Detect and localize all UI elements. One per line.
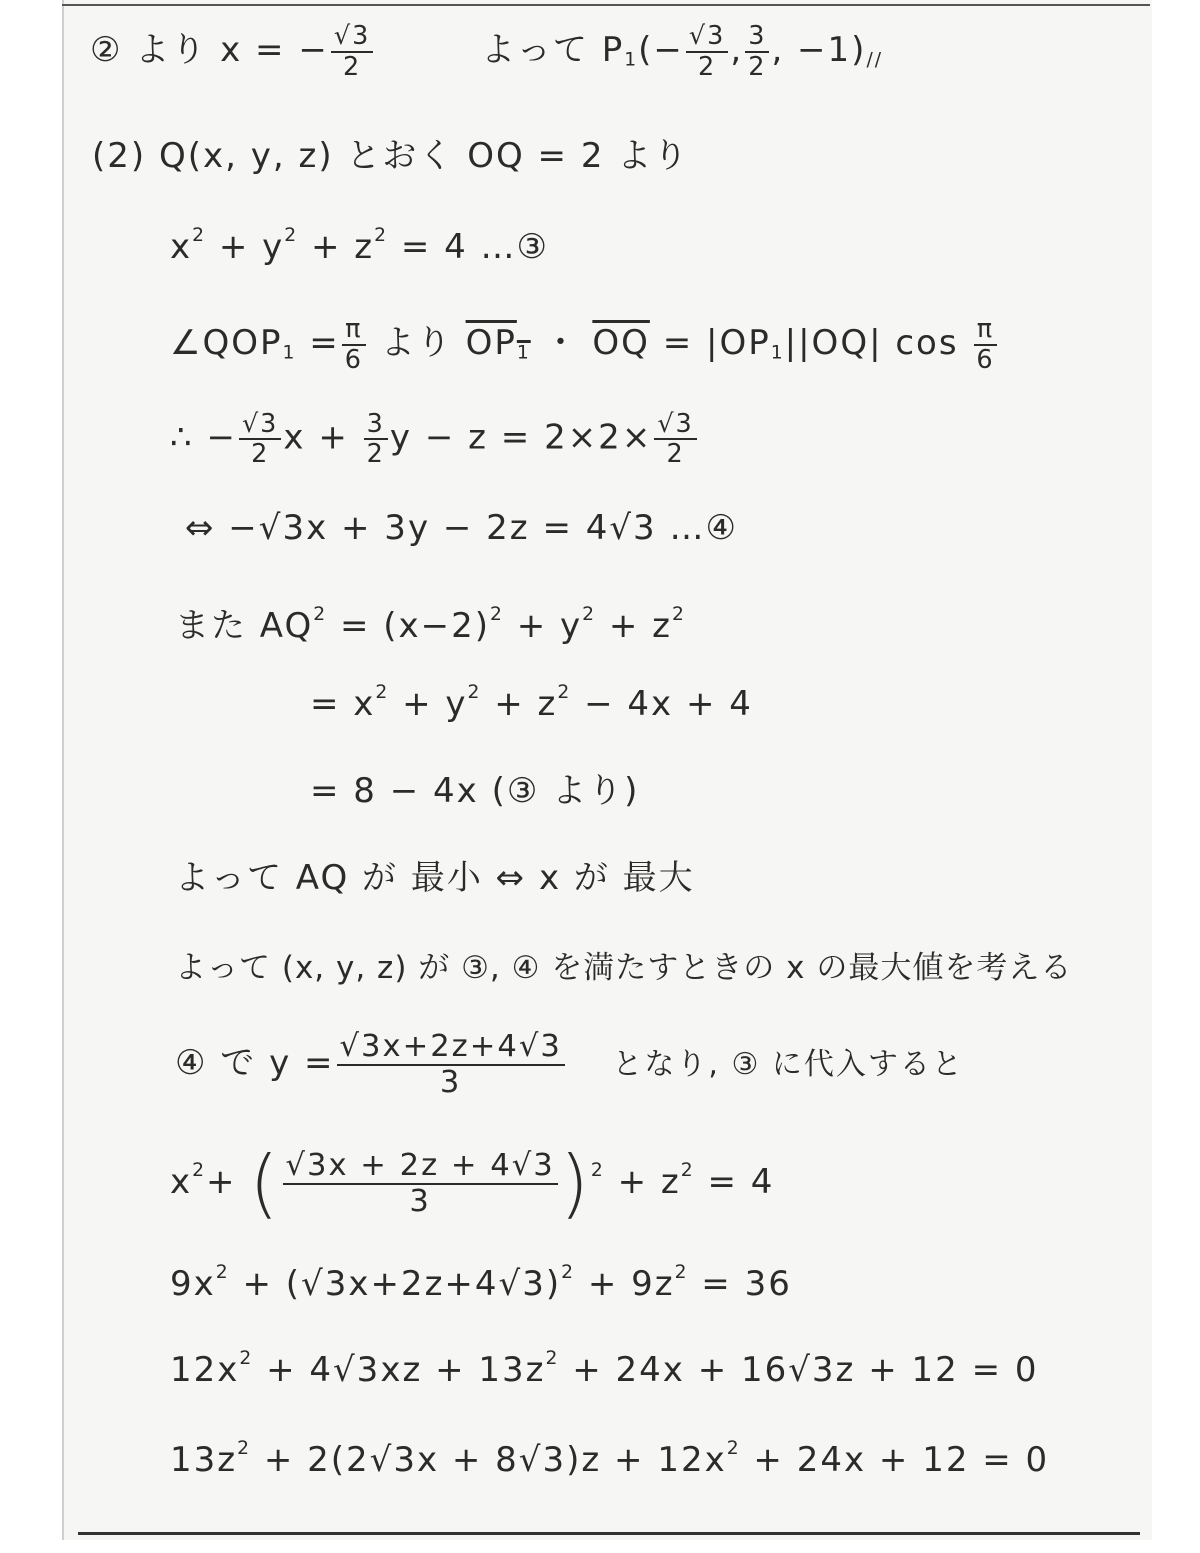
close-paren: ) <box>559 1140 591 1227</box>
exponent: 2 <box>590 1160 605 1182</box>
fraction <box>654 410 696 468</box>
line-minimum-condition <box>175 850 695 899</box>
text: y − z = 2×2× <box>389 417 653 458</box>
exponent: 2 <box>674 1262 689 1283</box>
exponent: 2 <box>557 682 572 703</box>
text: ||OQ| cos <box>784 323 959 363</box>
text: |OP <box>706 323 771 363</box>
numerator: √3 <box>654 410 696 440</box>
text: x + <box>283 417 349 458</box>
numerator: π <box>342 315 365 345</box>
text: + z <box>310 226 375 267</box>
vector: $\overline{OQ}$ <box>592 323 650 363</box>
text: より <box>380 323 453 363</box>
text: ② より <box>90 30 208 70</box>
text: + z <box>617 1162 681 1202</box>
line-aq-expanded <box>310 682 753 724</box>
exponent: 2 <box>467 682 482 703</box>
line-maximum-strategy <box>175 942 1072 987</box>
exponent: 2 <box>375 682 390 703</box>
denominator: 2 <box>366 439 385 470</box>
line-solve-y <box>175 1030 964 1099</box>
exponent: 2 <box>192 225 207 246</box>
text: = 4 …③ <box>400 226 550 267</box>
text: = 4 <box>707 1162 775 1202</box>
text: + z <box>608 606 672 646</box>
text: = 8 − 4x (③ より) <box>310 771 640 811</box>
text: = 36 <box>701 1263 792 1304</box>
exponent: 2 <box>545 1348 560 1369</box>
text: , −1) <box>771 30 867 70</box>
text: + (√3x+2z+4√3) <box>242 1263 562 1304</box>
numerator: 3 <box>364 410 388 440</box>
text: ⇔ −√3x + 3y − 2z = 4√3 …④ <box>185 508 738 548</box>
line-multiply-9 <box>170 1262 792 1304</box>
exponent: 2 <box>215 1262 230 1283</box>
line-solution-x: ② より x = − $\frac{√3}{2}$ よって $P_1(-$ $\frac{√3}{2}$ , $\frac{3}{2}$ , $-1)_{//}$ <box>90 21 884 82</box>
fraction <box>239 410 281 468</box>
text: = x <box>310 683 376 724</box>
text: x <box>170 226 193 267</box>
line-expanded-quadratic <box>170 1348 1039 1390</box>
fraction <box>331 22 373 80</box>
text: = <box>662 323 694 363</box>
text: x <box>170 1162 193 1202</box>
text: 12x <box>170 1349 240 1390</box>
text: + 2(2√3x + 8√3)z + 12x <box>263 1439 727 1480</box>
top-border <box>62 4 1150 6</box>
exponent: 2 <box>237 1438 252 1459</box>
exponent: 2 <box>680 1160 695 1182</box>
text: 13z <box>170 1439 238 1480</box>
exponent: 2 <box>582 604 597 626</box>
numerator: 3 <box>745 22 769 52</box>
exponent: 2 <box>192 1160 207 1182</box>
fraction <box>686 22 728 80</box>
line-dot-product <box>170 410 699 468</box>
text: x = − <box>220 30 329 70</box>
line-equation-3 <box>170 225 549 267</box>
numerator: √3 <box>686 22 728 52</box>
exponent: 2 <box>313 604 328 626</box>
text: ・ <box>543 323 580 363</box>
subscript: 1 <box>516 342 531 364</box>
line-part-2-intro <box>92 128 689 177</box>
text: + 24x + 12 = 0 <box>753 1439 1050 1480</box>
text: + 4√3xz + 13z <box>266 1349 546 1390</box>
denominator: 2 <box>698 51 717 82</box>
fraction <box>337 1030 565 1099</box>
text: + y <box>402 683 468 724</box>
text: よって (x, y, z) が ③, ④ を満たすときの x の最大値を考える <box>175 950 1073 986</box>
text: (− <box>638 30 684 70</box>
denominator: 3 <box>439 1064 462 1100</box>
line-aq-simplified <box>310 763 639 812</box>
numerator: √3x+2z+4√3 <box>337 1030 565 1066</box>
fraction <box>973 315 997 373</box>
numerator: √3 <box>239 410 281 440</box>
denominator: 2 <box>748 51 767 82</box>
numerator: √3x + 2z + 4√3 <box>283 1149 558 1185</box>
text: = <box>309 323 340 363</box>
numerator: π <box>974 315 997 345</box>
text: = (x−2) <box>339 606 491 646</box>
text: + y <box>218 226 285 267</box>
exponent: 2 <box>672 604 686 626</box>
text: よって AQ が 最小 ⇔ x が 最大 <box>175 858 695 898</box>
text: 9x <box>170 1263 216 1304</box>
fraction <box>342 315 366 373</box>
denominator: 6 <box>976 344 995 375</box>
denominator: 2 <box>342 51 362 82</box>
exponent: 2 <box>284 225 299 246</box>
denominator: 2 <box>666 439 685 470</box>
text: よって P <box>480 30 625 70</box>
bottom-border <box>78 1532 1140 1535</box>
open-paren: ( <box>249 1140 281 1227</box>
line-equation-4 <box>185 508 738 548</box>
vector <box>466 323 531 363</box>
text: また AQ <box>175 606 314 646</box>
subscript: 1 <box>624 49 639 71</box>
text: ∠QOP <box>170 323 283 363</box>
text: + y <box>516 606 583 646</box>
line-substitution <box>170 1140 774 1227</box>
subscript: 1 <box>770 342 785 364</box>
text: ∴ − <box>170 417 237 458</box>
text: + 9z <box>587 1263 675 1304</box>
exponent: 2 <box>490 604 504 626</box>
fraction <box>283 1149 558 1218</box>
denominator: 6 <box>344 344 363 375</box>
exponent: 2 <box>726 1438 741 1459</box>
text: (2) Q(x, y, z) とおく OQ = 2 より <box>92 136 690 176</box>
line-angle-condition <box>170 315 1000 374</box>
denominator: 2 <box>251 439 270 470</box>
text: ④ で y = <box>175 1043 335 1084</box>
denominator: 3 <box>409 1183 431 1219</box>
subscript: 1 <box>282 342 297 364</box>
text: + 24x + 16√3z + 12 = 0 <box>572 1349 1039 1390</box>
text: となり, ③ に代入すると <box>612 1047 964 1083</box>
numerator: √3 <box>331 22 373 52</box>
exponent: 2 <box>374 225 388 246</box>
text: − 4x + 4 <box>584 683 753 724</box>
line-aq-squared <box>175 598 686 647</box>
text: + <box>206 1162 237 1202</box>
line-quadratic-in-z <box>170 1438 1049 1480</box>
fraction <box>745 22 769 80</box>
text: OP <box>465 323 517 363</box>
exponent: 2 <box>561 1262 575 1283</box>
end-mark: // <box>866 49 884 71</box>
exponent: 2 <box>239 1348 254 1369</box>
text: + z <box>494 683 558 724</box>
fraction <box>364 410 388 468</box>
